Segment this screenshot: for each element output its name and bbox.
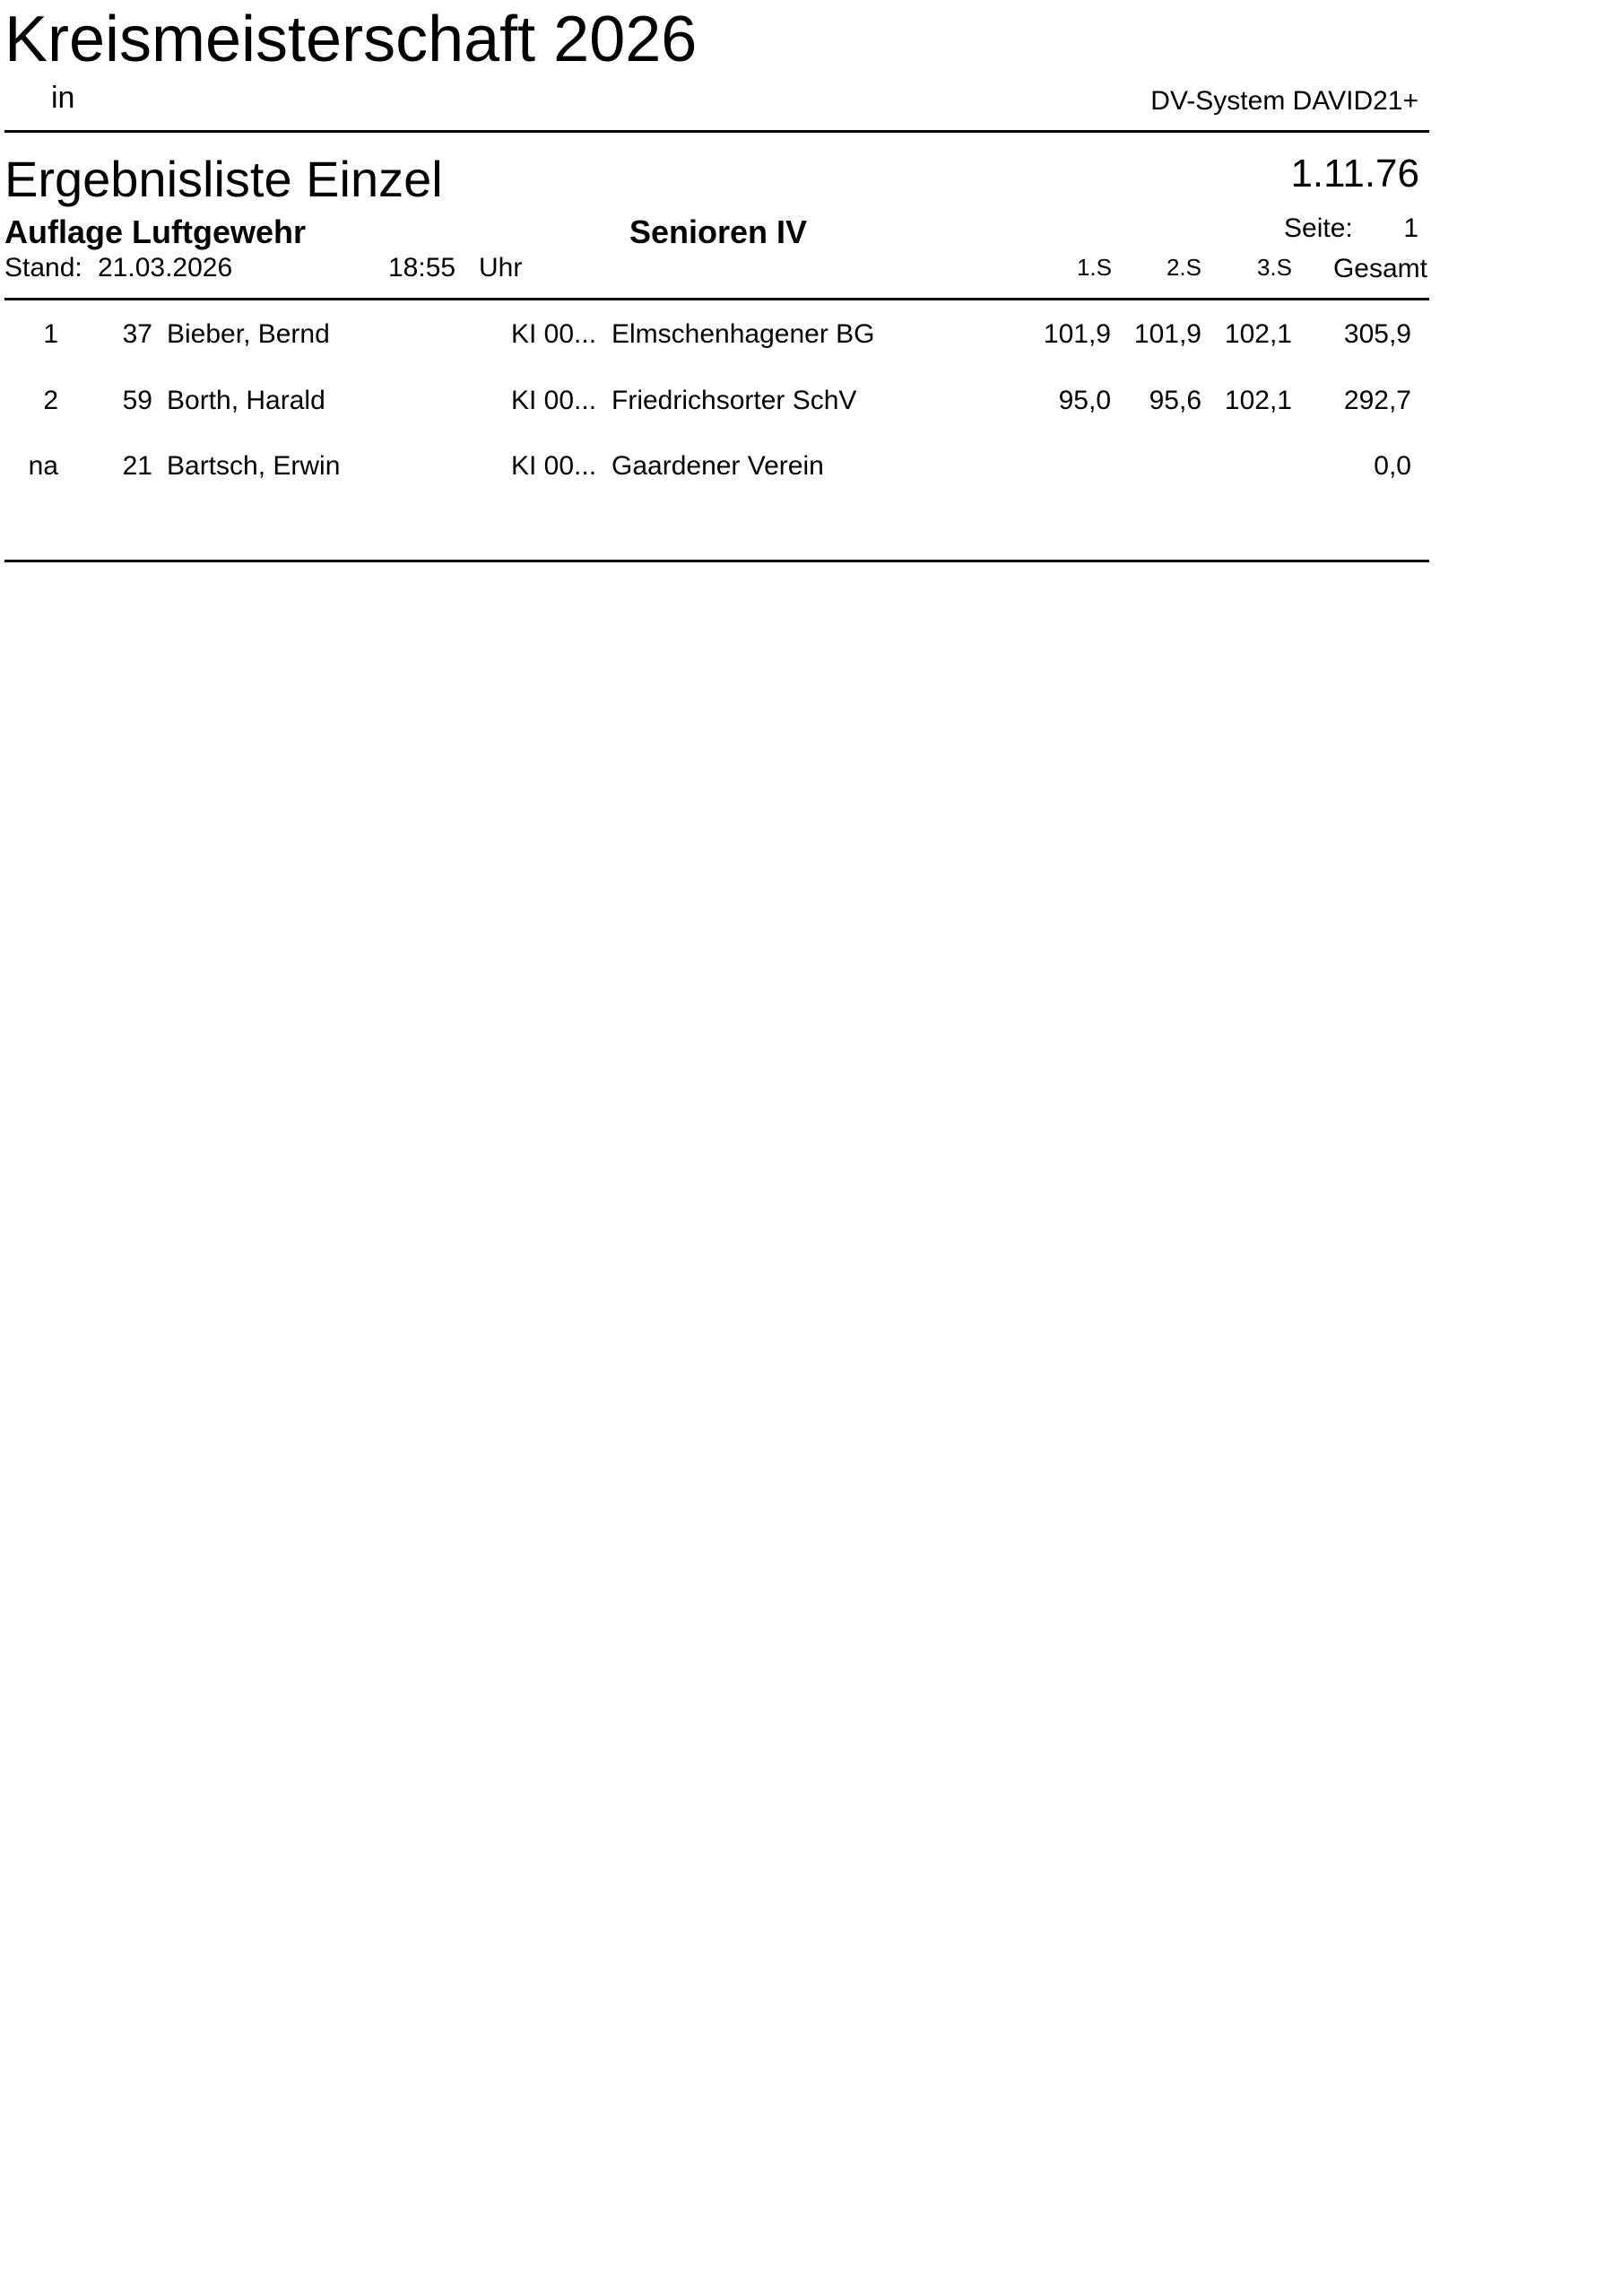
page-number: 1 xyxy=(1403,213,1418,243)
total-cell: 0,0 xyxy=(1374,451,1411,481)
name-cell: Bartsch, Erwin xyxy=(167,451,341,481)
start-number-cell: 37 xyxy=(122,319,152,349)
table-header-rule xyxy=(4,298,1429,300)
table-row xyxy=(0,387,1622,423)
column-header-s1: 1.S xyxy=(1076,254,1112,281)
series1-cell: 101,9 xyxy=(1043,319,1111,349)
stand-time: 18:55 xyxy=(388,253,456,283)
series1-cell: 95,0 xyxy=(1058,386,1111,415)
region-cell: KI 00... xyxy=(511,386,597,415)
region-cell: KI 00... xyxy=(511,451,597,481)
table-bottom-rule xyxy=(4,560,1429,562)
header-rule xyxy=(4,130,1429,133)
club-cell: Gaardener Verein xyxy=(612,451,824,481)
series3-cell: 102,1 xyxy=(1224,386,1292,415)
column-header-s2: 2.S xyxy=(1166,254,1201,281)
name-cell: Bieber, Bernd xyxy=(167,319,330,349)
start-number-cell: 59 xyxy=(122,386,152,415)
club-cell: Friedrichsorter SchV xyxy=(612,386,857,415)
page-label: Seite: xyxy=(1284,213,1353,243)
series3-cell: 102,1 xyxy=(1224,319,1292,349)
stand-label: Stand: xyxy=(4,253,82,283)
table-row xyxy=(0,453,1622,489)
name-cell: Borth, Harald xyxy=(167,386,325,415)
club-cell: Elmschenhagener BG xyxy=(612,319,875,349)
rank-cell: 2 xyxy=(43,386,58,415)
total-cell: 292,7 xyxy=(1343,386,1411,415)
rank-cell: na xyxy=(28,451,58,481)
location-label: in xyxy=(51,81,75,115)
start-number-cell: 21 xyxy=(122,451,152,481)
total-cell: 305,9 xyxy=(1343,319,1411,349)
time-unit: Uhr xyxy=(479,253,523,283)
list-title: Ergebnisliste Einzel xyxy=(4,151,443,207)
column-header-s3: 3.S xyxy=(1256,254,1292,281)
discipline-label: Auflage Luftgewehr xyxy=(4,213,307,250)
column-header-total: Gesamt xyxy=(1332,254,1427,283)
table-row xyxy=(0,321,1622,357)
system-label: DV-System DAVID21+ xyxy=(1150,86,1418,116)
list-code: 1.11.76 xyxy=(1290,152,1419,196)
series2-cell: 101,9 xyxy=(1133,319,1201,349)
competition-title: Kreismeisterschaft 2026 xyxy=(4,4,698,75)
stand-date: 21.03.2026 xyxy=(98,253,233,283)
class-label: Senioren IV xyxy=(629,213,808,250)
rank-cell: 1 xyxy=(43,319,58,349)
region-cell: KI 00... xyxy=(511,319,597,349)
series2-cell: 95,6 xyxy=(1149,386,1201,415)
